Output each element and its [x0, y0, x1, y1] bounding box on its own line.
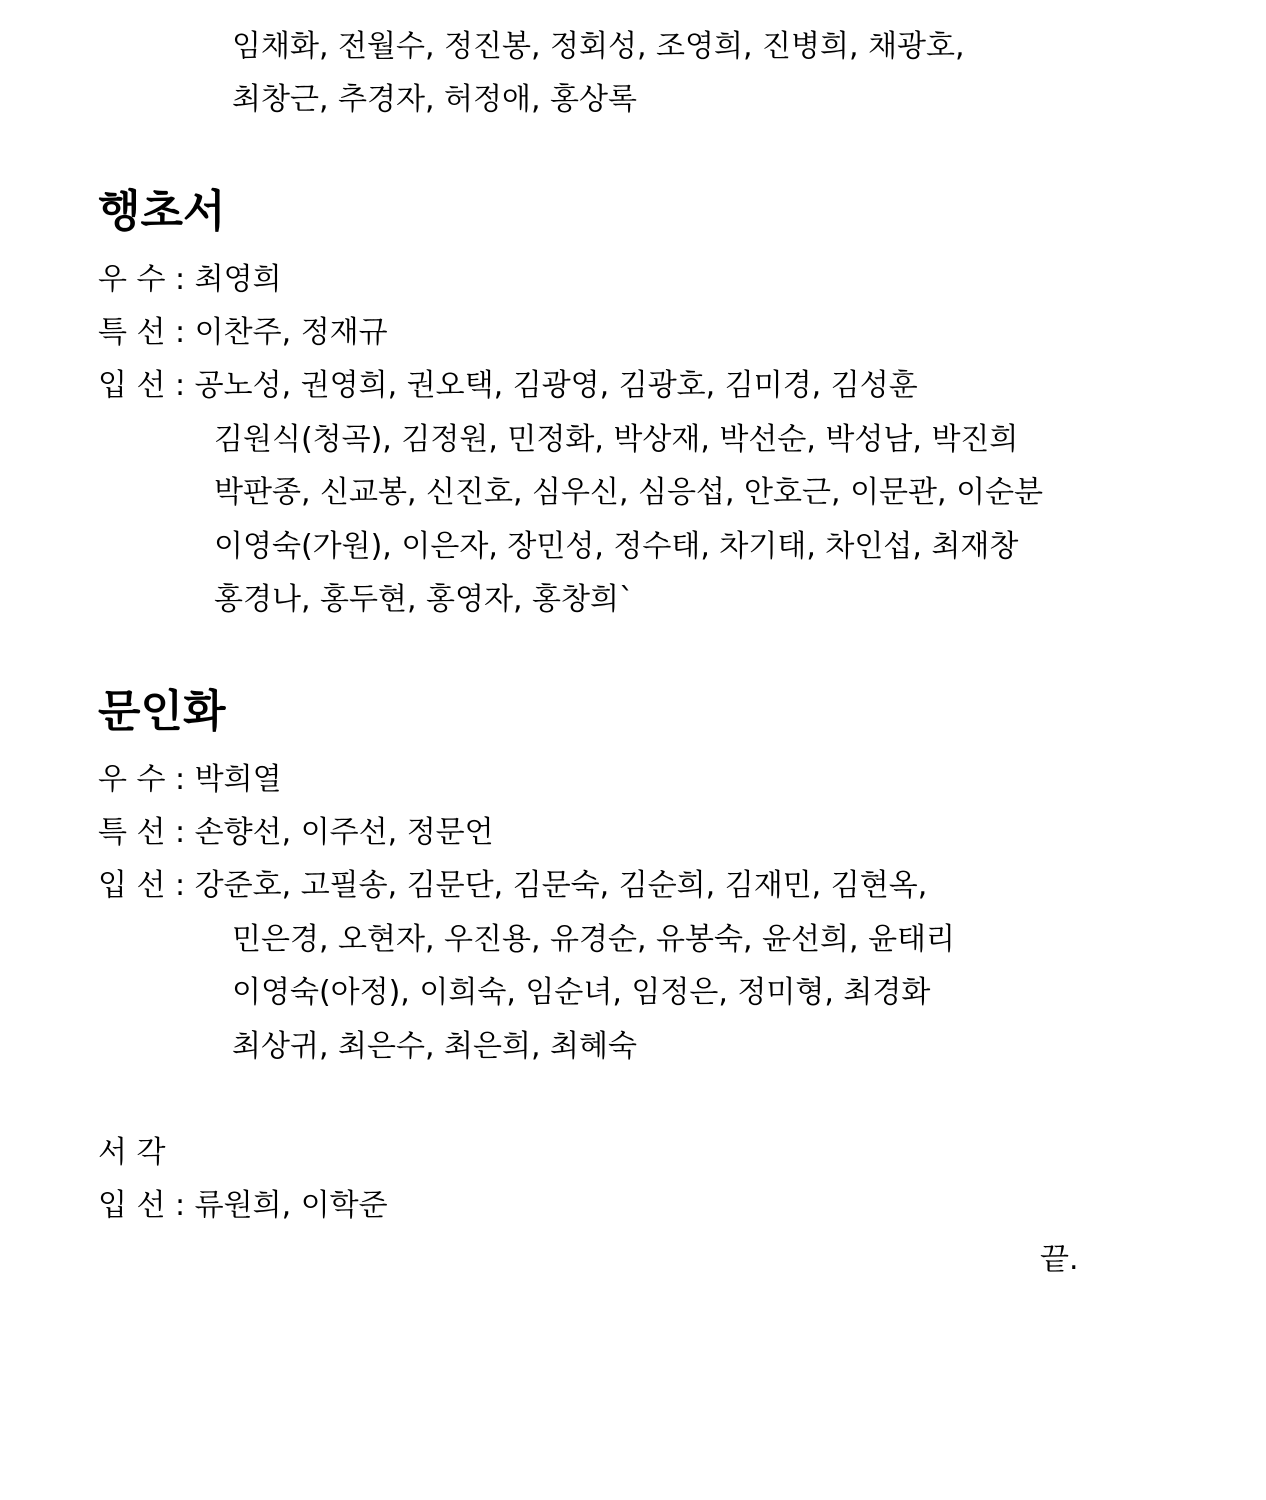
award-row-selected: 입 선 : 공노성, 권영희, 권오택, 김광영, 김광호, 김미경, 김성훈	[98, 368, 918, 403]
award-row-selected: 입 선 : 강준호, 고필송, 김문단, 김문숙, 김순희, 김재민, 김현옥,	[98, 868, 928, 903]
award-continuation-line: 김원식(청곡), 김정원, 민정화, 박상재, 박선순, 박성남, 박진희	[214, 422, 1019, 457]
award-continuation-line: 홍경나, 홍두현, 홍영자, 홍창희`	[214, 582, 634, 617]
award-row-excellence: 우 수 : 박희열	[98, 762, 282, 797]
award-continuation-line: 박판종, 신교봉, 신진호, 심우신, 심응섭, 안호근, 이문관, 이순분	[214, 475, 1044, 510]
award-row-excellence: 우 수 : 최영희	[98, 262, 282, 297]
award-row-selected: 입 선 : 류원희, 이학준	[98, 1188, 388, 1223]
continuation-line: 임채화, 전월수, 정진봉, 정회성, 조영희, 진병희, 채광호,	[232, 29, 965, 64]
award-row-special: 특 선 : 이찬주, 정재규	[98, 315, 388, 350]
end-mark: 끝.	[1040, 1242, 1079, 1277]
award-row-special: 특 선 : 손향선, 이주선, 정문언	[98, 815, 494, 850]
continuation-line: 최창근, 추경자, 허정애, 홍상록	[232, 82, 637, 117]
section-title: 문인화	[98, 686, 226, 737]
award-continuation-line: 이영숙(아정), 이희숙, 임순녀, 임정은, 정미형, 최경화	[232, 975, 931, 1010]
section-title: 행초서	[98, 186, 226, 237]
section-title: 서 각	[98, 1135, 166, 1170]
award-continuation-line: 이영숙(가원), 이은자, 장민성, 정수태, 차기태, 차인섭, 최재창	[214, 529, 1019, 564]
award-continuation-line: 민은경, 오현자, 우진용, 유경순, 유봉숙, 윤선희, 윤태리	[232, 922, 956, 957]
award-continuation-line: 최상귀, 최은수, 최은희, 최혜숙	[232, 1029, 637, 1064]
